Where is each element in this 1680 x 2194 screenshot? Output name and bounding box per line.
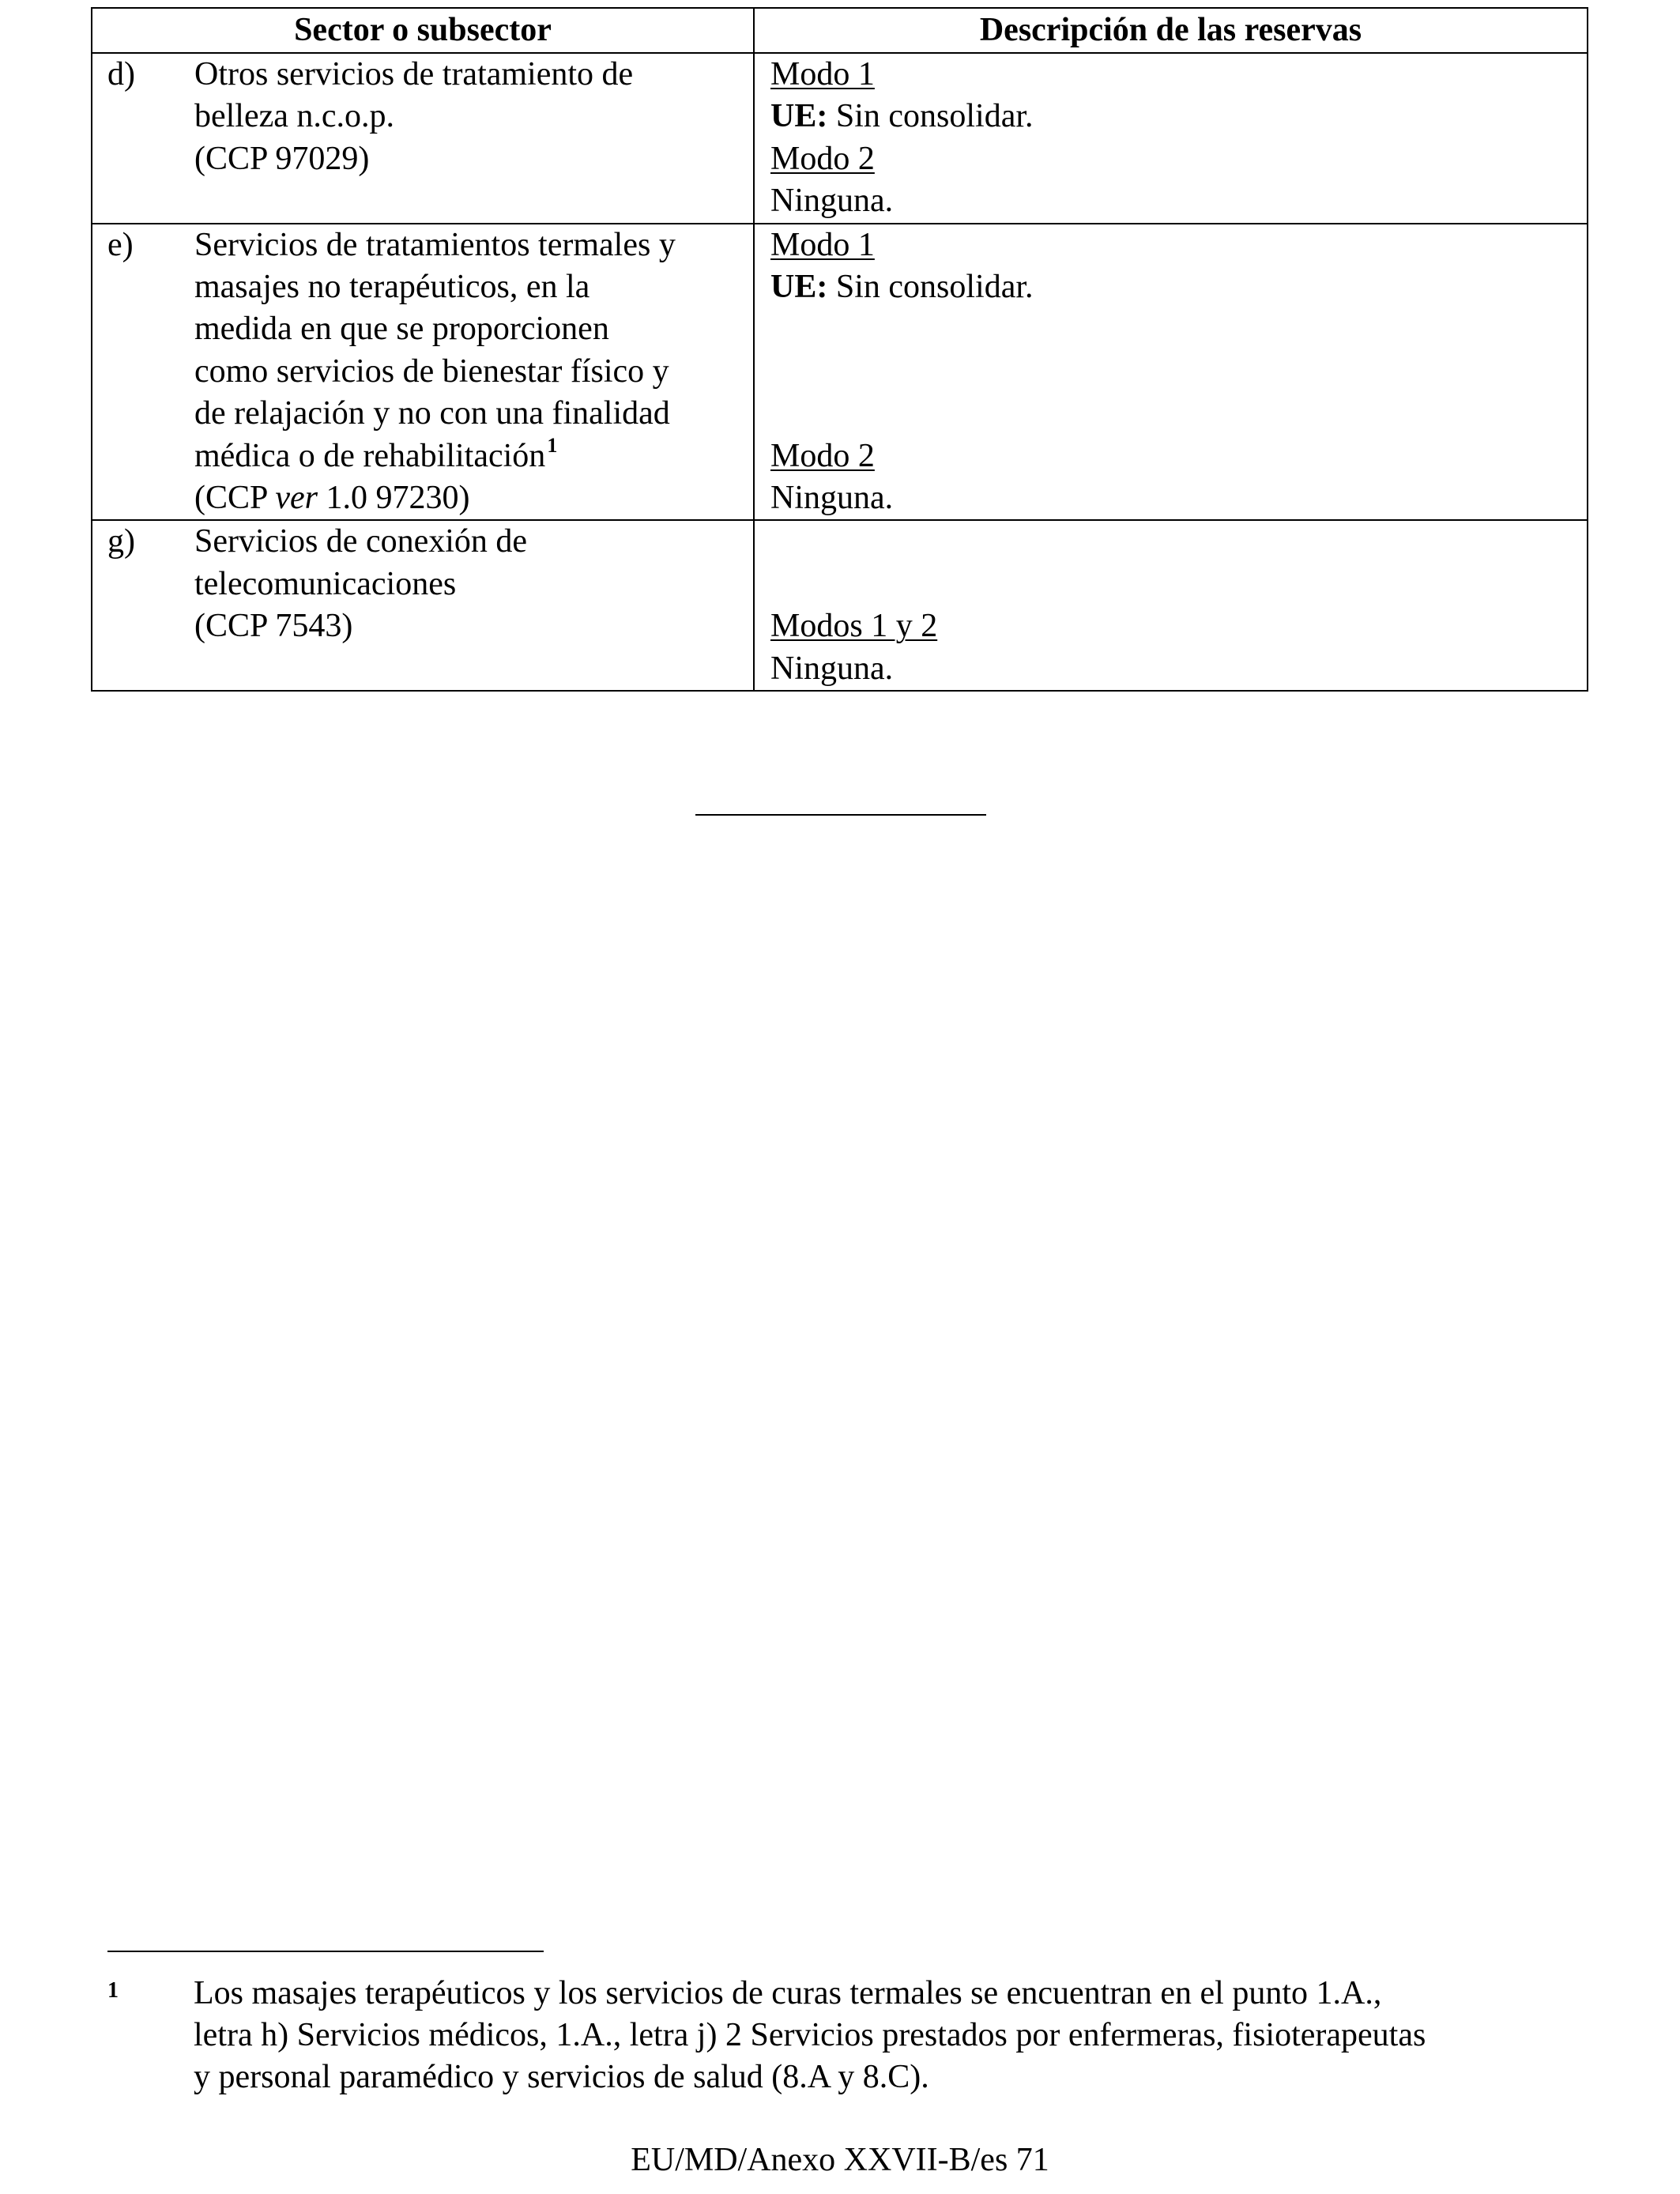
mode-label: Modos 1 y 2 — [770, 608, 938, 645]
sector-line: de relajación y no con una finalidad — [194, 395, 670, 432]
footnote-line: y personal paramédico y servicios de salud (8.A y 8.C). — [194, 2059, 929, 2095]
sector-cell — [92, 520, 754, 691]
reservation-text: Ninguna. — [770, 650, 894, 687]
reservation-text: Sin consolidar. — [835, 98, 1034, 135]
table-header-row — [92, 8, 1588, 53]
header-description: Descripción de las reservas — [754, 8, 1588, 53]
footnote-line: letra h) Servicios médicos, 1.A., letra j) 2 Servicios prestados por enfermeras, fisioterapeutas — [194, 2017, 1426, 2053]
sector-line: belleza n.c.o.p. — [194, 98, 395, 135]
sector-line: Servicios de conexión de — [194, 523, 528, 560]
party-label: UE: — [770, 269, 828, 306]
ccp-suffix: 1.0 97230) — [317, 480, 470, 517]
sector-line: medida en que se proporcionen — [194, 311, 609, 348]
mode-label: Modo 1 — [770, 226, 875, 263]
header-sector: Sector o subsector — [92, 8, 754, 53]
mode-label: Modo 2 — [770, 140, 875, 177]
reservation-text: Ninguna. — [770, 183, 894, 220]
party-label: UE: — [770, 98, 828, 135]
row-letter: e) — [107, 226, 134, 263]
sector-line: (CCP 7543) — [194, 608, 353, 645]
reservation-text: Ninguna. — [770, 480, 894, 517]
ccp-prefix: (CCP — [194, 480, 276, 517]
description-cell — [754, 520, 1588, 691]
page-footer: EU/MD/Anexo XXVII-B/es 71 — [631, 2142, 1049, 2178]
section-end-rule — [695, 814, 986, 816]
sector-line: masajes no terapéuticos, en la — [194, 269, 590, 306]
sector-line: (CCP 97029) — [194, 140, 370, 177]
table-row — [92, 53, 1588, 224]
footnote-line: Los masajes terapéuticos y los servicios de curas termales se encuentran en el punto 1.A., — [194, 1975, 1382, 2011]
reservation-text: Sin consolidar. — [835, 269, 1034, 306]
reservations-table — [91, 7, 1588, 692]
sector-line: telecomunicaciones — [194, 565, 457, 602]
footnote-text — [194, 1973, 1593, 2098]
footnote-marker: 1 — [107, 1978, 119, 2003]
footnote-separator — [107, 1951, 544, 1952]
sector-line: Otros servicios de tratamiento de — [194, 56, 634, 92]
description-cell — [754, 224, 1588, 521]
sector-cell — [92, 53, 754, 224]
table-row — [92, 520, 1588, 691]
table-row — [92, 224, 1588, 521]
sector-line: médica o de rehabilitación — [194, 437, 546, 474]
row-letter: g) — [107, 523, 135, 560]
description-cell — [754, 53, 1588, 224]
mode-label: Modo 1 — [770, 56, 875, 92]
mode-label: Modo 2 — [770, 437, 875, 474]
footnote — [107, 1973, 1593, 2098]
footnote-reference[interactable]: 1 — [547, 433, 558, 457]
ccp-version-italic: ver — [275, 480, 318, 517]
row-letter: d) — [107, 56, 135, 92]
sector-cell — [92, 224, 754, 521]
sector-line: Servicios de tratamientos termales y — [194, 226, 676, 263]
sector-line: como servicios de bienestar físico y — [194, 352, 669, 390]
